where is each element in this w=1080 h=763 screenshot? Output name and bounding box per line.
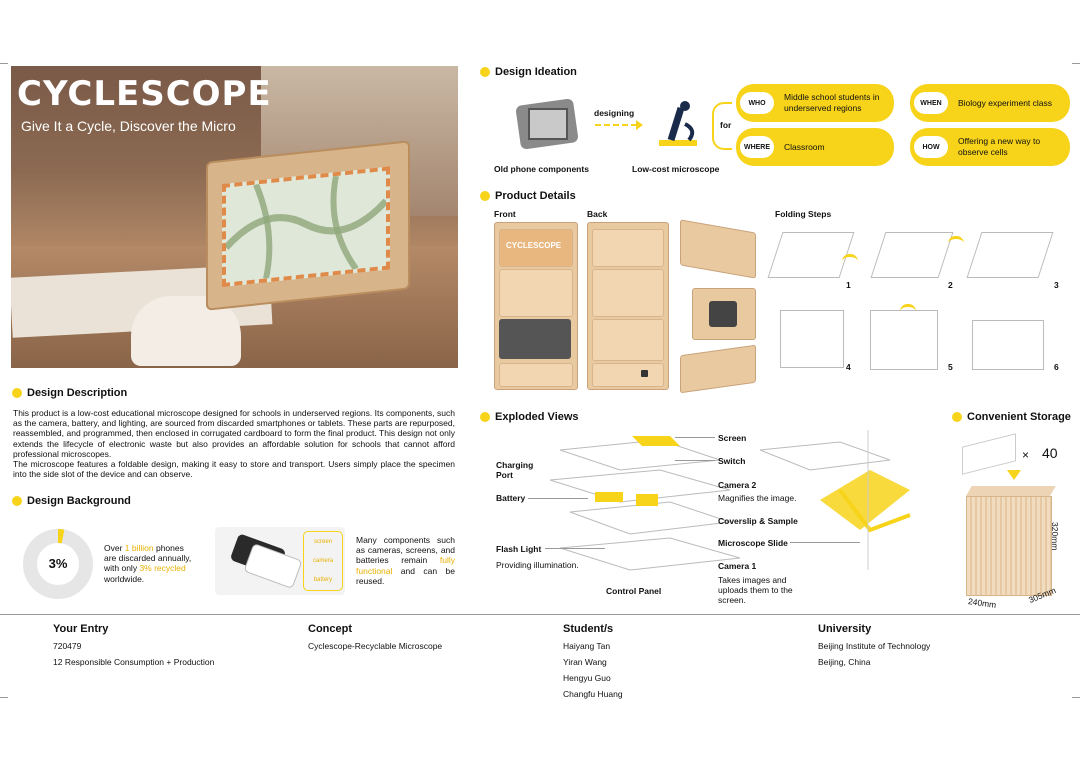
- who-text: Middle school students in underserved regions: [784, 92, 880, 113]
- switch-label: Switch: [718, 456, 746, 466]
- student-name: Changfu Huang: [563, 689, 623, 699]
- camera-lens-icon: [641, 370, 648, 377]
- product-details-heading: [480, 190, 576, 202]
- leader-line: [675, 437, 715, 438]
- cell-image: [226, 171, 386, 283]
- student-name: Haiyang Tan: [563, 641, 611, 651]
- how-pill: [910, 128, 1070, 166]
- bullet-icon: [12, 496, 22, 506]
- when-text: Biology experiment class: [958, 97, 1053, 108]
- fold-step-number: 3: [1054, 280, 1059, 290]
- reuse-text: [356, 535, 455, 586]
- storage-title: Convenient Storage: [967, 411, 1071, 423]
- phone-components-image: [512, 96, 584, 156]
- leader-line: [528, 498, 588, 499]
- charging-port-label: Charging Port: [496, 460, 534, 481]
- exploded-views-heading: [480, 411, 579, 423]
- discard-stat: [104, 543, 198, 584]
- slide-label: Microscope Slide: [718, 538, 788, 548]
- crop-mark: [1072, 697, 1080, 698]
- concept-heading: Concept: [308, 623, 352, 635]
- bullet-icon: [480, 412, 490, 422]
- phones-image: [215, 527, 345, 595]
- fold-step-4: [780, 310, 844, 368]
- exploded-views-title: Exploded Views: [495, 411, 579, 423]
- entry-category: 12 Responsible Consumption + Production: [53, 657, 215, 667]
- design-background-title: Design Background: [27, 495, 131, 507]
- who-pill: [736, 84, 894, 122]
- student-name: Yiran Wang: [563, 657, 607, 667]
- stat-highlight-1: 1 billion: [124, 543, 154, 553]
- folding-label: Folding Steps: [775, 209, 832, 219]
- hero-microscope: [206, 140, 410, 310]
- dim-depth: 305mm: [1027, 585, 1058, 605]
- microscope-icon: [655, 98, 701, 150]
- front-panel-middle: [499, 269, 573, 317]
- stat-highlight-2: 3% recycled: [139, 563, 186, 574]
- back-panel-lower: [592, 319, 664, 361]
- front-panel-logo: [499, 229, 573, 267]
- camera2-desc: Magnifies the image.: [718, 493, 797, 503]
- entry-heading: Your Entry: [53, 623, 109, 635]
- front-panel-bottom: [499, 363, 573, 387]
- university-name: Beijing Institute of Technology: [818, 641, 931, 651]
- who-tag: WHO: [740, 92, 774, 114]
- battery-label: Battery: [496, 493, 526, 503]
- design-description-title: Design Description: [27, 387, 128, 399]
- hero-image: [11, 66, 458, 368]
- flash-label: Flash Light: [496, 544, 542, 554]
- folded-view-3: [680, 345, 756, 394]
- fold-step-number: 1: [846, 280, 851, 290]
- university-heading: University: [818, 623, 872, 635]
- university-city: Beijing, China: [818, 657, 871, 667]
- bracket: [712, 102, 732, 150]
- folded-view-2: [692, 288, 756, 340]
- dim-height: 320mm: [1050, 522, 1060, 551]
- back-view: [587, 222, 669, 390]
- donut-percent: 3%: [48, 556, 68, 571]
- stat-text-2: phones are discarded annually, with only: [104, 543, 192, 574]
- phone-light: [243, 543, 302, 589]
- recycle-donut: [22, 528, 94, 600]
- front-view: [494, 222, 578, 390]
- leader-line: [675, 460, 715, 461]
- design-description-text: This product is a low-cost educational microscope designed for schools in underserved regions. Its components, such as the camera, battery, and lighting, are sourced from discarded smartphones or tablets. These parts are repurposed, reassembled, and programmed, then enclosed in corrugated cardboard to form the final product. This design not only extends the lifecycle of electronic waste but also provides an affordable solution for schools that cannot afford professional microscopes.: [13, 408, 455, 459]
- fold-step-number: 6: [1054, 362, 1059, 372]
- student-name: Hengyu Guo: [563, 673, 611, 683]
- hero-tagline: Give It a Cycle, Discover the Micro: [21, 118, 236, 134]
- control-panel-label: Control Panel: [606, 586, 662, 596]
- stat-text-3: worldwide.: [104, 573, 145, 584]
- fold-step-2: [871, 232, 954, 278]
- back-panel-middle: [592, 269, 664, 317]
- reuse-text-1: Many components such as cameras, screens, and batteries remain: [356, 535, 455, 566]
- single-unit-icon: [962, 433, 1016, 474]
- camera2-label: Camera 2: [718, 480, 757, 490]
- how-tag: HOW: [914, 136, 948, 158]
- back-label: Back: [587, 209, 608, 219]
- fold-step-1: [768, 232, 855, 278]
- leader-line: [545, 548, 605, 549]
- bullet-icon: [480, 191, 490, 201]
- flash-desc: Providing illumination.: [496, 560, 579, 570]
- designing-label: designing: [594, 108, 635, 118]
- card-logo: CYCLESCOPE: [506, 241, 562, 250]
- arrow-head-icon: [636, 120, 643, 130]
- design-ideation-title: Design Ideation: [495, 66, 577, 78]
- fold-step-3: [967, 232, 1054, 278]
- fold-arrow-icon: [948, 236, 964, 251]
- bullet-icon: [480, 67, 490, 77]
- hero-logo: CYCLESCOPE: [17, 74, 272, 114]
- design-description-text-2: The microscope features a foldable design, making it easy to store and transport. Users simply place the specimen into the side slot of the device and can observe.: [13, 458, 455, 480]
- camera1-label: Camera 1: [718, 561, 757, 571]
- component-tag: screen: [313, 538, 332, 545]
- fold-step-6: [972, 320, 1044, 370]
- where-pill: [736, 128, 894, 166]
- entry-id: 720479: [53, 641, 82, 651]
- leader-line: [790, 542, 860, 543]
- front-panel-screen: [499, 319, 571, 359]
- screen-label: Screen: [718, 433, 747, 443]
- reuse-highlight: fully functional: [356, 555, 455, 576]
- crop-mark: [0, 697, 8, 698]
- design-ideation-heading: [480, 66, 577, 78]
- when-tag: WHEN: [914, 92, 948, 114]
- crop-mark: [1072, 63, 1080, 64]
- storage-count: 40: [1042, 445, 1058, 461]
- fold-step-number: 5: [948, 362, 953, 372]
- storage-stack-top: [966, 486, 1056, 496]
- back-panel-top: [592, 229, 664, 267]
- coverslip-label: Coverslip & Sample: [718, 516, 798, 526]
- students-heading: Student/s: [563, 623, 614, 635]
- dim-width: 240mm: [967, 596, 997, 610]
- when-pill: [910, 84, 1070, 122]
- reuse-text-2: and can be reused.: [356, 565, 455, 586]
- hero-microscope-screen: [222, 166, 390, 287]
- footer-divider: [0, 614, 1080, 615]
- designing-arrow: [595, 124, 637, 126]
- fold-step-5: [870, 310, 938, 370]
- for-label: for: [720, 120, 732, 130]
- concept-text: Cyclescope-Recyclable Microscope: [308, 641, 443, 651]
- fold-arrow-icon: [900, 304, 916, 319]
- where-tag: WHERE: [740, 136, 774, 158]
- camera1-desc: Takes images and uploads them to the screen.: [718, 575, 793, 606]
- microscope-caption: Low-cost microscope: [632, 164, 720, 174]
- folded-view-1: [680, 219, 756, 278]
- times-sign: ×: [1022, 448, 1030, 462]
- back-panel-bottom: [592, 363, 664, 387]
- fold-step-number: 2: [948, 280, 953, 290]
- component-tag: camera: [312, 557, 333, 564]
- where-text: Classroom: [784, 141, 825, 152]
- component-tags: [303, 531, 343, 591]
- bullet-icon: [952, 412, 962, 422]
- design-description-heading: [12, 387, 127, 399]
- component-tag: battery: [313, 577, 333, 584]
- down-arrow-icon: [1007, 470, 1021, 480]
- product-details-title: Product Details: [495, 190, 576, 202]
- fold-arrow-icon: [842, 254, 858, 269]
- design-background-heading: [12, 495, 131, 507]
- old-phone-caption: Old phone components: [494, 164, 589, 174]
- storage-stack: [966, 496, 1052, 596]
- design-description-body: [13, 408, 455, 479]
- crop-mark: [0, 63, 8, 64]
- bullet-icon: [12, 388, 22, 398]
- fold-step-number: 4: [846, 362, 851, 372]
- stat-text-1: Over: [104, 543, 125, 553]
- front-label: Front: [494, 209, 516, 219]
- how-text: Offering a new way to observe cells: [958, 136, 1041, 157]
- storage-heading: [952, 411, 1071, 423]
